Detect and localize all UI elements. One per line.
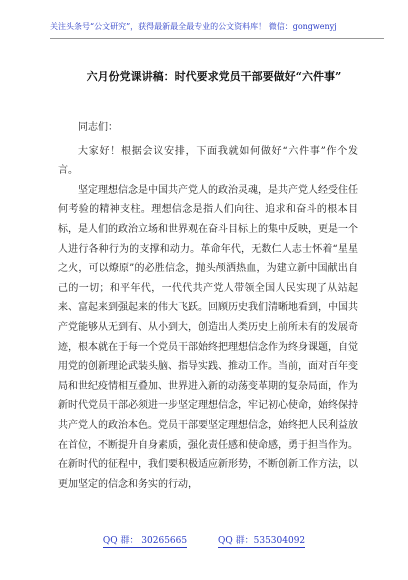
document-title: 六月份党课讲稿：时代要求党员干部要做好“六件事” <box>86 70 342 83</box>
qq-group-1: QQ 群： 30265665 <box>102 536 188 546</box>
header-banner: 关注头条号“公文研究”，获得最新最全最专业的公文资料库！ 微信：gongwenyj <box>50 22 337 31</box>
document-body <box>58 118 358 494</box>
paragraph-main: 坚定理想信念是中国共产党人的政治灵魂，是共产党人经受住任何考验的精神支柱。理想信念是指人们向往、追求和奋斗的根本目标，是人们的政治立场和世界观在奋斗目标上的集中反映，更是一个人进行各种行为的支撑和动力。革命年代，无数仁人志士怀着“星星之火，可以燎原”的必胜信念，抛头颅洒热血，为建立新中国献出自己的一切；和平年代，一代代共产党人带领全国人民实现了从站起来、富起来到强起来的伟大飞跃。回顾历史我们清晰地看到，中国共产党能够从无到有、从小到大，创造出人类历史上前所未有的发展奇迹，根本就在于每一个党员干部始终把理想信念作为终身课题，自觉用党的创新理论武装头脑、指导实践、推动工作。当前，面对百年变局和世纪疫情相互叠加、世界进入新的动荡变革期的复杂局面，作为新时代党员干部必须进一步坚定理想信念，牢记初心使命，始终保持共产党人的政治本色。党员干部要坚定理想信念，始终把人民利益放在首位，不断提升自身素质，强化责任感和使命感，勇于担当作为。在新时代的征程中，我们要积极适应新形势，不断创新工作方法，以更加坚定的信念和务实的行动， <box>58 184 358 490</box>
header-divider <box>50 38 384 39</box>
paragraph-intro: 大家好！根据会议安排，下面我就如何做好“六件事”作个发言。 <box>58 145 358 177</box>
footer-contacts <box>0 536 408 548</box>
qq-group-2: QQ 群：535304092 <box>218 536 306 546</box>
salutation: 同志们： <box>78 122 118 133</box>
